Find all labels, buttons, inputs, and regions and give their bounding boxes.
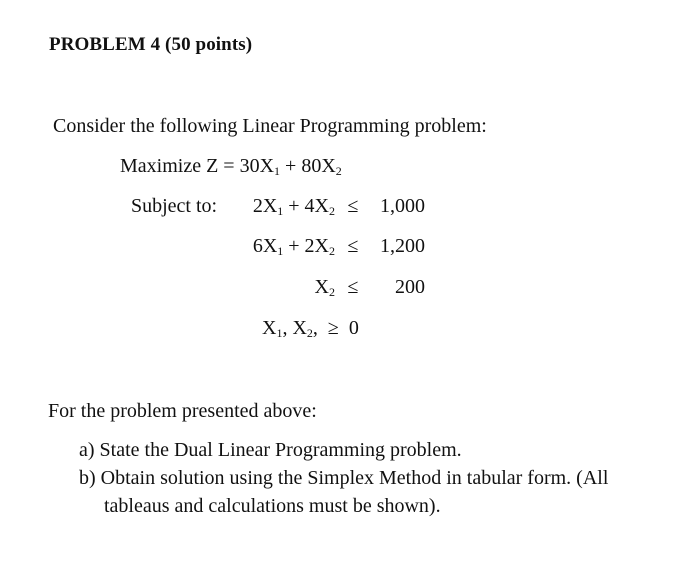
- nonneg-var-1: X: [262, 317, 277, 339]
- nonneg-separator: ,: [312, 317, 323, 339]
- tasks-lead: For the problem presented above:: [48, 400, 317, 422]
- constraint-3-term-b: X: [314, 276, 329, 298]
- problem-intro: Consider the following Linear Programming problem:: [53, 115, 487, 137]
- nonneg-sub-1: 1: [276, 326, 283, 340]
- constraint-3-rhs: 200: [395, 276, 425, 298]
- task-b-text: Obtain solution using the Simplex Method in tabular form. (All: [100, 467, 609, 489]
- constraint-3-operator: ≤: [347, 276, 359, 298]
- constraint-3-sub-b: 2: [329, 285, 335, 299]
- objective-label: Maximize Z =: [120, 155, 240, 177]
- subject-to-label: Subject to:: [131, 195, 218, 217]
- nonnegativity-constraint: [262, 318, 359, 338]
- constraint-2-term-b: 2X: [304, 235, 329, 257]
- constraint-2-term-a: 6X: [252, 235, 278, 257]
- objective-term-1: 30X: [239, 155, 275, 177]
- constraint-2-operator: ≤: [347, 235, 359, 257]
- constraint-2-sub-b: 2: [329, 244, 335, 258]
- objective-function: [120, 156, 342, 176]
- objective-subscript-1: 1: [274, 164, 281, 178]
- task-item-a: [79, 440, 462, 460]
- problem-title: PROBLEM 4 (50 points): [49, 34, 253, 55]
- task-a-text: State the Dual Linear Programming problem.: [99, 439, 462, 461]
- task-a-label: a): [79, 439, 95, 461]
- task-item-b: [79, 468, 608, 488]
- constraint-3-lhs: [230, 277, 335, 297]
- constraint-1-operator: ≤: [347, 195, 359, 217]
- nonneg-var-2: , X: [282, 317, 307, 339]
- constraint-1-plus: +: [283, 195, 305, 217]
- objective-subscript-2: 2: [335, 164, 342, 178]
- objective-term-2: 80X: [301, 155, 336, 177]
- constraint-1-sub-a: 1: [277, 204, 284, 218]
- task-b-label: b): [79, 467, 96, 489]
- constraint-1-sub-b: 2: [329, 204, 335, 218]
- constraint-2-lhs: [230, 236, 335, 256]
- nonneg-rhs: 0: [348, 317, 359, 339]
- task-item-b-continuation: tableaus and calculations must be shown).: [104, 495, 441, 517]
- constraint-1-term-a: 2X: [252, 195, 278, 217]
- constraint-2-plus: +: [283, 235, 305, 257]
- nonneg-operator: ≥: [327, 317, 339, 339]
- constraint-1-rhs: 1,000: [380, 195, 425, 217]
- constraint-2-rhs: 1,200: [380, 235, 425, 257]
- constraint-1-lhs: [230, 196, 335, 216]
- constraint-1-term-b: 4X: [304, 195, 329, 217]
- nonneg-sub-2: 2: [306, 326, 313, 340]
- constraint-2-sub-a: 1: [277, 244, 284, 258]
- objective-plus: +: [280, 155, 302, 177]
